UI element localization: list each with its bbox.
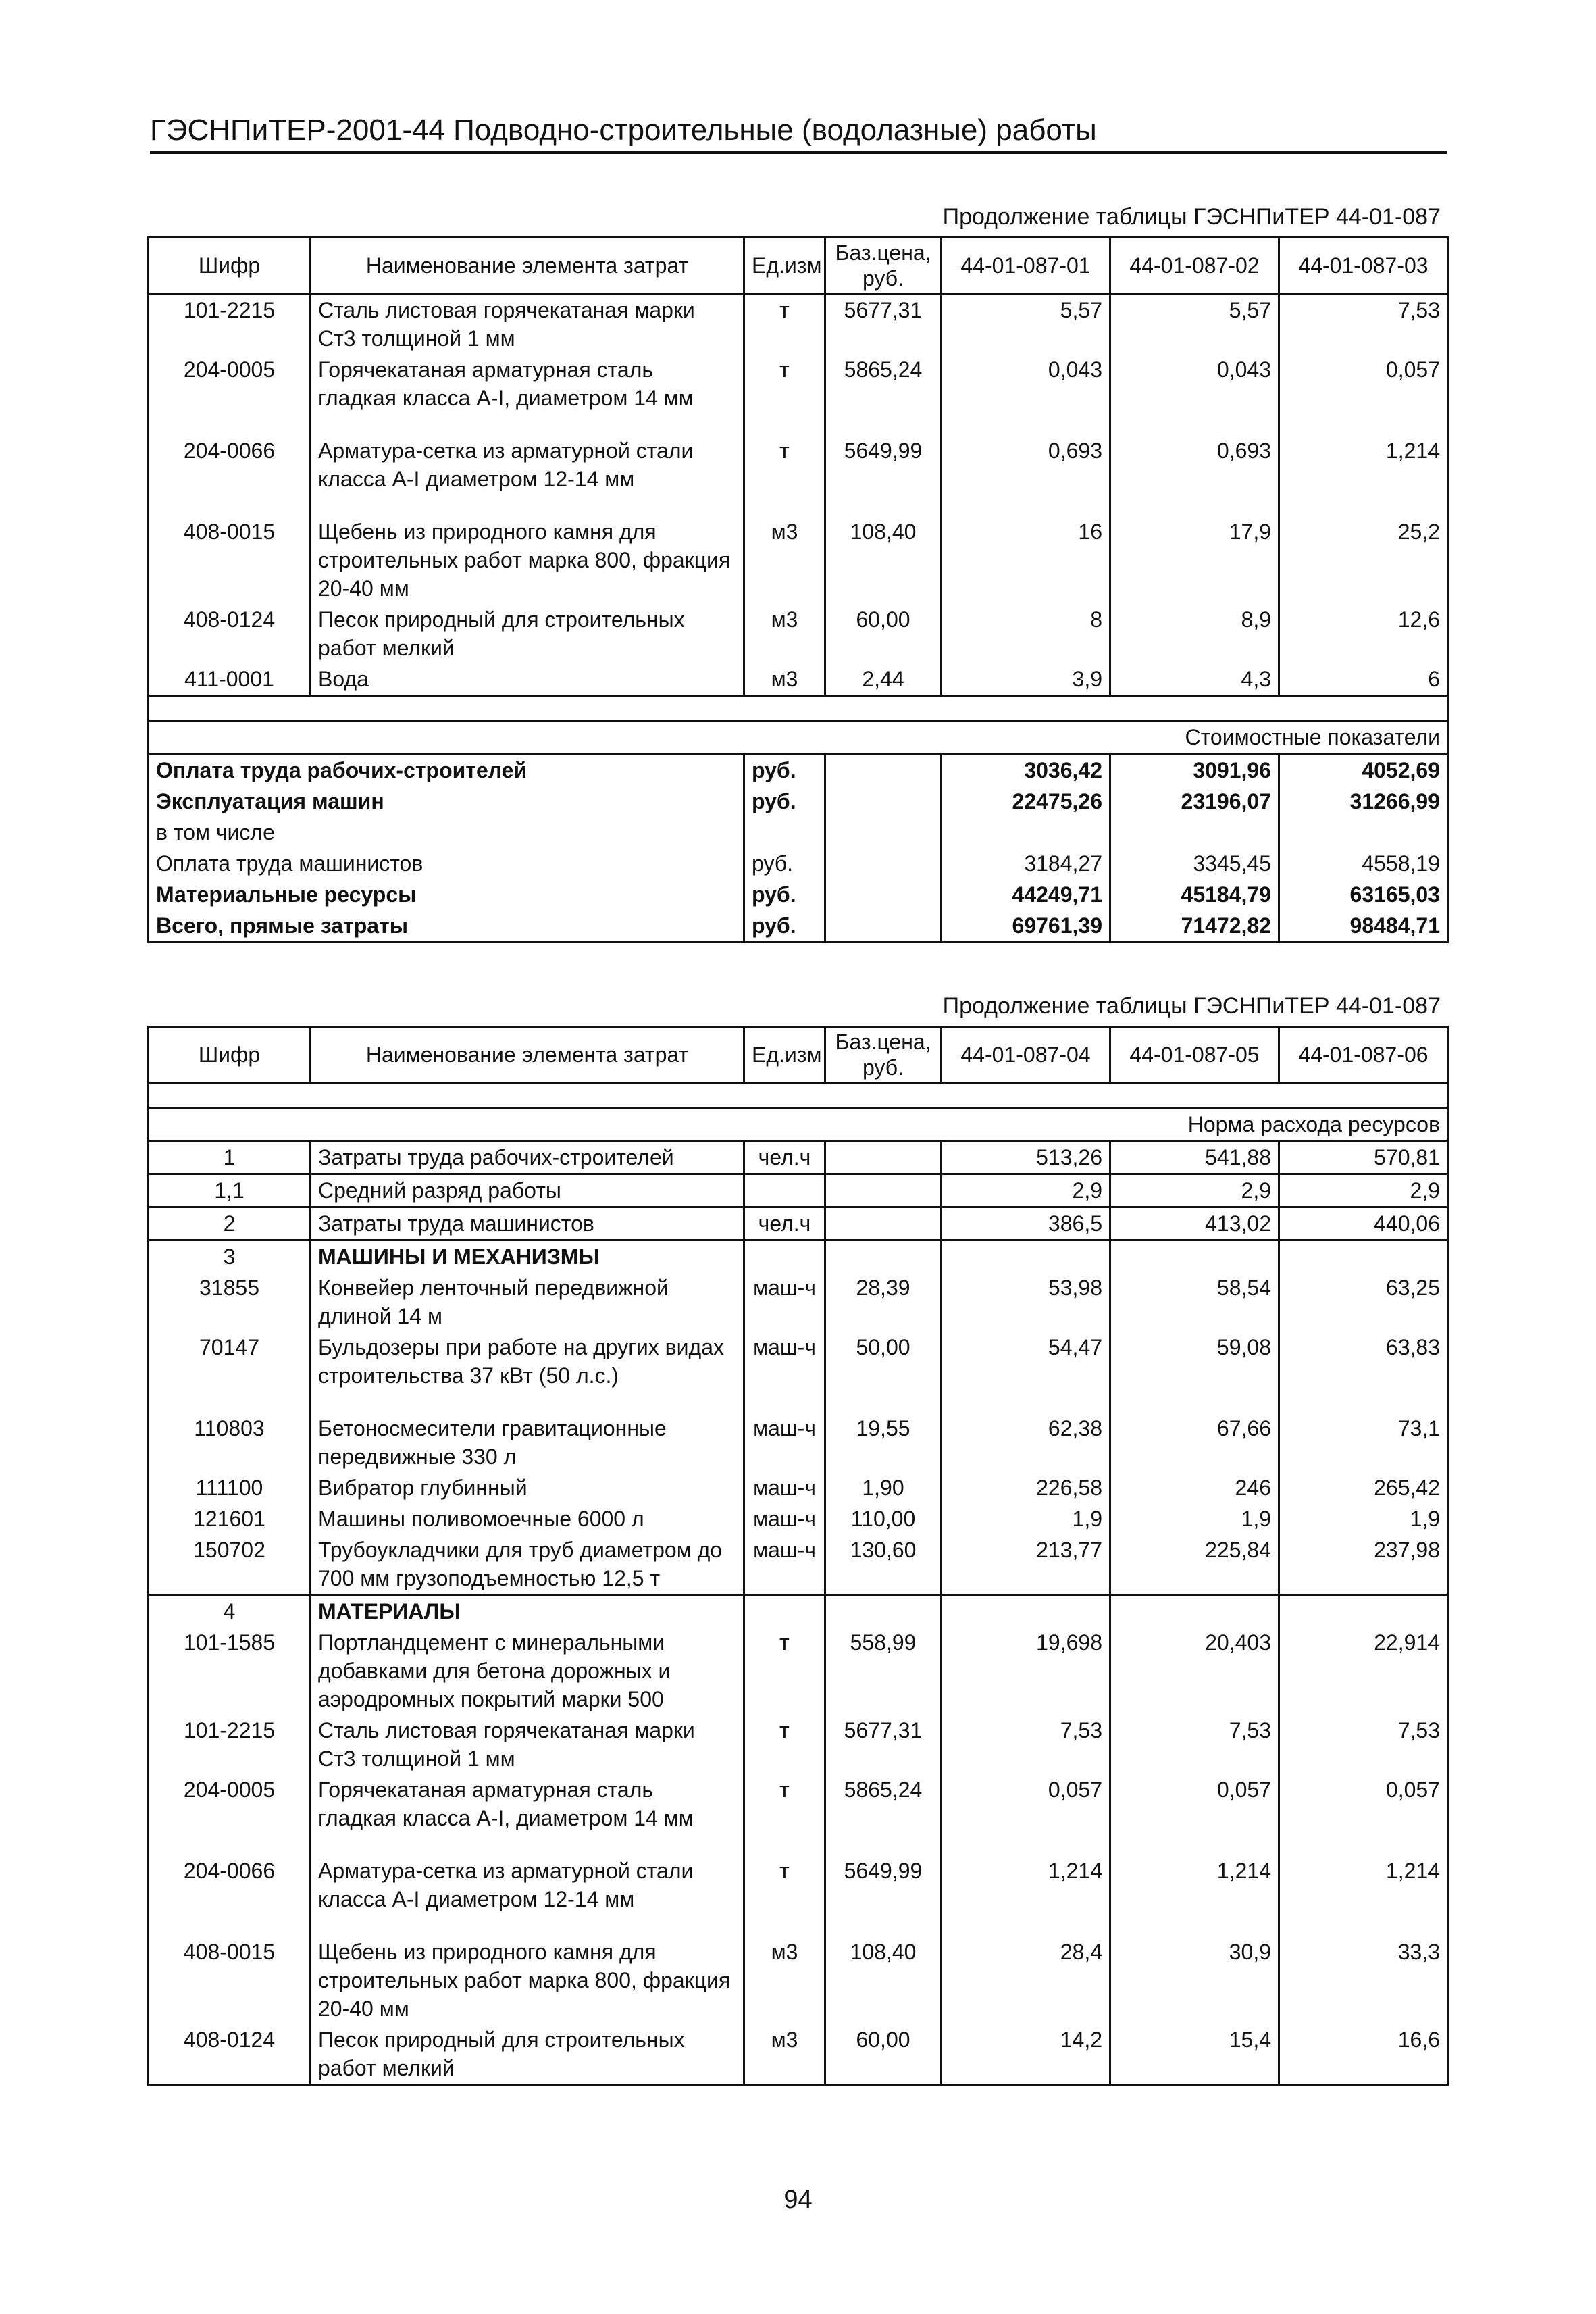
cell-unit: м3 (744, 2024, 825, 2085)
cell-value: 30,9 (1110, 1936, 1279, 2024)
cell-value: 63,25 (1279, 1272, 1448, 1332)
cell-value: 1,9 (1279, 1503, 1448, 1534)
cell-value (1110, 1240, 1279, 1273)
header-code: Шифр (149, 1027, 311, 1083)
header-col-2: 44-01-087-02 (1110, 238, 1279, 294)
cell-unit: маш-ч (744, 1332, 825, 1413)
cost-row (149, 754, 1448, 786)
table-row (149, 1272, 1448, 1332)
cell-price: 110,00 (825, 1503, 942, 1534)
header-code: Шифр (149, 238, 311, 294)
table-row (149, 1240, 1448, 1273)
cell-value: 1,214 (1110, 1855, 1279, 1936)
cell-code: 408-0124 (149, 2024, 311, 2085)
cell-unit: м3 (744, 604, 825, 663)
cell-value: 63,83 (1279, 1332, 1448, 1413)
cell-code: 110803 (149, 1413, 311, 1472)
cell-name: Щебень из природного камня для строительных работ марка 800, фракция 20-40 мм (311, 516, 744, 604)
cell-unit: м3 (744, 663, 825, 696)
cost-value: 71472,82 (1110, 910, 1279, 942)
cell-value: 15,4 (1110, 2024, 1279, 2085)
table2-caption: Продолжение таблицы ГЭСНПиТЕР 44-01-087 (942, 993, 1441, 1019)
cell-value: 0,057 (942, 1774, 1110, 1855)
cost-value (1279, 817, 1448, 848)
cost-value: 45184,79 (1110, 879, 1279, 910)
cell-code: 101-2215 (149, 1715, 311, 1774)
cell-price: 60,00 (825, 2024, 942, 2085)
cell-code: 411-0001 (149, 663, 311, 696)
cell-name: Вибратор глубинный (311, 1472, 744, 1503)
cell-value: 5,57 (1110, 294, 1279, 355)
cell-value: 54,47 (942, 1332, 1110, 1413)
table-row (149, 1627, 1448, 1715)
cell-name: Горячекатаная арматурная сталь гладкая класса А-I, диаметром 14 мм (311, 1774, 744, 1855)
cost-name: Оплата труда машинистов (149, 848, 744, 879)
cell-value: 1,9 (942, 1503, 1110, 1534)
cell-value (1279, 1595, 1448, 1628)
table-row (149, 1715, 1448, 1774)
cell-value: 440,06 (1279, 1207, 1448, 1240)
cell-name: Затраты труда машинистов (311, 1207, 744, 1240)
cell-value: 22,914 (1279, 1627, 1448, 1715)
cell-unit: маш-ч (744, 1534, 825, 1595)
header-price: Баз.цена, руб. (825, 238, 942, 294)
cell-price: 19,55 (825, 1413, 942, 1472)
cost-value: 4558,19 (1279, 848, 1448, 879)
cell-name: Затраты труда рабочих-строителей (311, 1141, 744, 1174)
table-row (149, 1207, 1448, 1240)
cell-code: 3 (149, 1240, 311, 1273)
cost-name: Эксплуатация машин (149, 786, 744, 817)
cost-row (149, 786, 1448, 817)
cell-code: 111100 (149, 1472, 311, 1503)
table-row (149, 1413, 1448, 1472)
cell-price: 50,00 (825, 1332, 942, 1413)
spacer-cell (149, 696, 1448, 721)
cost-value: 3184,27 (942, 848, 1110, 879)
cell-name: Арматура-сетка из арматурной стали класса А-I диаметром 12-14 мм (311, 1855, 744, 1936)
cell-value: 58,54 (1110, 1272, 1279, 1332)
cost-price-empty (825, 848, 942, 879)
cell-value: 2,9 (1279, 1174, 1448, 1207)
cell-name: Конвейер ленточный передвижной длиной 14 м (311, 1272, 744, 1332)
table-row (149, 516, 1448, 604)
cost-unit: руб. (744, 879, 825, 910)
cell-value: 8,9 (1110, 604, 1279, 663)
cell-value: 541,88 (1110, 1141, 1279, 1174)
cell-value: 5,57 (942, 294, 1110, 355)
cost-value: 3345,45 (1110, 848, 1279, 879)
page-number: 94 (783, 2186, 813, 2214)
table-row (149, 354, 1448, 435)
table2 (147, 1026, 1449, 2086)
cell-value: 53,98 (942, 1272, 1110, 1332)
cell-value: 16 (942, 516, 1110, 604)
cell-code: 1 (149, 1141, 311, 1174)
cell-price (825, 1207, 942, 1240)
header-price: Баз.цена, руб. (825, 1027, 942, 1083)
cell-price: 1,90 (825, 1472, 942, 1503)
table-row (149, 2024, 1448, 2085)
cell-value: 265,42 (1279, 1472, 1448, 1503)
cell-price: 5649,99 (825, 435, 942, 516)
table-row (149, 1472, 1448, 1503)
cell-value: 7,53 (1279, 1715, 1448, 1774)
cell-price: 108,40 (825, 516, 942, 604)
cell-value: 6 (1279, 663, 1448, 696)
cost-value: 31266,99 (1279, 786, 1448, 817)
cost-name: Материальные ресурсы (149, 879, 744, 910)
cell-unit (744, 1174, 825, 1207)
table-row (149, 663, 1448, 696)
header-name: Наименование элемента затрат (311, 238, 744, 294)
cost-row (149, 817, 1448, 848)
table1 (147, 236, 1449, 943)
cell-code: 121601 (149, 1503, 311, 1534)
cell-unit (744, 1240, 825, 1273)
cell-unit (744, 1595, 825, 1628)
cell-price: 558,99 (825, 1627, 942, 1715)
cell-unit: т (744, 354, 825, 435)
cell-name: Вода (311, 663, 744, 696)
cost-value: 4052,69 (1279, 754, 1448, 786)
cell-code: 31855 (149, 1272, 311, 1332)
cell-value: 0,043 (942, 354, 1110, 435)
cell-unit: маш-ч (744, 1503, 825, 1534)
table-row (149, 1332, 1448, 1413)
cost-value: 98484,71 (1279, 910, 1448, 942)
cell-name: МАТЕРИАЛЫ (311, 1595, 744, 1628)
header-col-3: 44-01-087-03 (1279, 238, 1448, 294)
cell-unit: чел.ч (744, 1141, 825, 1174)
cost-row (149, 848, 1448, 879)
cell-price: 60,00 (825, 604, 942, 663)
cell-name: Арматура-сетка из арматурной стали класса А-I диаметром 12-14 мм (311, 435, 744, 516)
cell-code: 204-0066 (149, 1855, 311, 1936)
cell-price: 2,44 (825, 663, 942, 696)
table-row (149, 1774, 1448, 1855)
cost-value: 3091,96 (1110, 754, 1279, 786)
page-header-title: ГЭСНПиТЕР-2001-44 Подводно-строительные (водолазные) работы (150, 114, 1097, 147)
cell-unit: т (744, 1627, 825, 1715)
cell-unit: т (744, 1774, 825, 1855)
cell-code: 408-0015 (149, 516, 311, 604)
cell-code: 204-0005 (149, 1774, 311, 1855)
cell-value: 413,02 (1110, 1207, 1279, 1240)
cell-value: 0,043 (1110, 354, 1279, 435)
cost-value: 3036,42 (942, 754, 1110, 786)
cell-value: 17,9 (1110, 516, 1279, 604)
cell-name: Сталь листовая горячекатаная марки Ст3 толщиной 1 мм (311, 294, 744, 355)
cell-name: МАШИНЫ И МЕХАНИЗМЫ (311, 1240, 744, 1273)
cell-code: 1,1 (149, 1174, 311, 1207)
cell-value (1110, 1595, 1279, 1628)
cell-value: 513,26 (942, 1141, 1110, 1174)
cell-code: 101-1585 (149, 1627, 311, 1715)
cell-code: 70147 (149, 1332, 311, 1413)
cell-value: 0,693 (1110, 435, 1279, 516)
cell-price: 5865,24 (825, 1774, 942, 1855)
cell-value: 62,38 (942, 1413, 1110, 1472)
cost-unit (744, 817, 825, 848)
cell-unit: маш-ч (744, 1413, 825, 1472)
cell-price: 108,40 (825, 1936, 942, 2024)
cost-price-empty (825, 879, 942, 910)
cell-value: 19,698 (942, 1627, 1110, 1715)
cost-row (149, 879, 1448, 910)
cell-value: 73,1 (1279, 1413, 1448, 1472)
cost-price-empty (825, 754, 942, 786)
table2-header-row (149, 1027, 1448, 1083)
cell-unit: т (744, 294, 825, 355)
cell-value: 20,403 (1110, 1627, 1279, 1715)
cell-price (825, 1240, 942, 1273)
cell-value: 1,214 (1279, 1855, 1448, 1936)
cell-name: Портландцемент с минеральными добавками для бетона дорожных и аэродромных покрытий марки 500 (311, 1627, 744, 1715)
cell-unit: т (744, 1855, 825, 1936)
section-label: Норма расхода ресурсов (149, 1108, 1448, 1141)
table-row (149, 435, 1448, 516)
cost-name: Всего, прямые затраты (149, 910, 744, 942)
cell-value: 237,98 (1279, 1534, 1448, 1595)
cell-value: 28,4 (942, 1936, 1110, 2024)
cost-value: 63165,03 (1279, 879, 1448, 910)
table-row (149, 1141, 1448, 1174)
cost-value: 69761,39 (942, 910, 1110, 942)
cell-price (825, 1174, 942, 1207)
cell-value: 1,214 (942, 1855, 1110, 1936)
cell-value: 226,58 (942, 1472, 1110, 1503)
cell-name: Песок природный для строительных работ мелкий (311, 2024, 744, 2085)
header-unit: Ед.изм (744, 238, 825, 294)
table1-caption: Продолжение таблицы ГЭСНПиТЕР 44-01-087 (942, 204, 1441, 230)
cell-name: Сталь листовая горячекатаная марки Ст3 толщиной 1 мм (311, 1715, 744, 1774)
cell-code: 101-2215 (149, 294, 311, 355)
header-col-5: 44-01-087-05 (1110, 1027, 1279, 1083)
cell-value: 386,5 (942, 1207, 1110, 1240)
cell-value: 0,057 (1110, 1774, 1279, 1855)
cost-value (942, 817, 1110, 848)
cell-price: 5677,31 (825, 1715, 942, 1774)
cell-price: 5649,99 (825, 1855, 942, 1936)
cost-value: 44249,71 (942, 879, 1110, 910)
section-row (149, 1108, 1448, 1141)
cell-unit: т (744, 435, 825, 516)
cost-row (149, 910, 1448, 942)
cell-value: 14,2 (942, 2024, 1110, 2085)
cell-code: 408-0124 (149, 604, 311, 663)
table-row (149, 1855, 1448, 1936)
table-row (149, 1595, 1448, 1628)
cell-value: 67,66 (1110, 1413, 1279, 1472)
cell-unit: т (744, 1715, 825, 1774)
cell-value (942, 1240, 1110, 1273)
header-col-4: 44-01-087-04 (942, 1027, 1110, 1083)
cell-value: 1,214 (1279, 435, 1448, 516)
cell-name: Машины поливомоечные 6000 л (311, 1503, 744, 1534)
table-row (149, 1174, 1448, 1207)
cost-unit: руб. (744, 754, 825, 786)
cost-unit: руб. (744, 786, 825, 817)
table-row (149, 1534, 1448, 1595)
cell-value: 8 (942, 604, 1110, 663)
cell-price: 5865,24 (825, 354, 942, 435)
cost-unit: руб. (744, 848, 825, 879)
table1-body (149, 238, 1448, 942)
cell-code: 408-0015 (149, 1936, 311, 2024)
cell-value: 59,08 (1110, 1332, 1279, 1413)
cell-value: 7,53 (942, 1715, 1110, 1774)
cell-unit: м3 (744, 1936, 825, 2024)
header-col-1: 44-01-087-01 (942, 238, 1110, 294)
cell-value: 0,693 (942, 435, 1110, 516)
cell-unit: м3 (744, 516, 825, 604)
page-header (150, 114, 1447, 154)
cell-price: 5677,31 (825, 294, 942, 355)
spacer-row (149, 1083, 1448, 1108)
cell-code: 204-0066 (149, 435, 311, 516)
cell-code: 150702 (149, 1534, 311, 1595)
cost-value: 23196,07 (1110, 786, 1279, 817)
cell-value: 7,53 (1110, 1715, 1279, 1774)
header-unit: Ед.изм (744, 1027, 825, 1083)
cell-value: 0,057 (1279, 1774, 1448, 1855)
cell-value (942, 1595, 1110, 1628)
cell-price (825, 1141, 942, 1174)
section-label: Стоимостные показатели (149, 721, 1448, 754)
cell-value: 1,9 (1110, 1503, 1279, 1534)
cell-name: Горячекатаная арматурная сталь гладкая класса А-I, диаметром 14 мм (311, 354, 744, 435)
cost-price-empty (825, 910, 942, 942)
cell-value: 570,81 (1279, 1141, 1448, 1174)
cell-value: 246 (1110, 1472, 1279, 1503)
cell-name: Средний разряд работы (311, 1174, 744, 1207)
cell-name: Щебень из природного камня для строительных работ марка 800, фракция 20-40 мм (311, 1936, 744, 2024)
cell-name: Песок природный для строительных работ мелкий (311, 604, 744, 663)
table-row (149, 1503, 1448, 1534)
cell-value: 213,77 (942, 1534, 1110, 1595)
cell-value: 7,53 (1279, 294, 1448, 355)
table-row (149, 294, 1448, 355)
cost-value: 22475,26 (942, 786, 1110, 817)
cell-value: 2,9 (1110, 1174, 1279, 1207)
cell-value: 33,3 (1279, 1936, 1448, 2024)
cell-code: 204-0005 (149, 354, 311, 435)
cost-name: в том числе (149, 817, 744, 848)
cost-unit: руб. (744, 910, 825, 942)
cell-unit: маш-ч (744, 1272, 825, 1332)
cost-name: Оплата труда рабочих-строителей (149, 754, 744, 786)
cost-price-empty (825, 786, 942, 817)
cell-code: 4 (149, 1595, 311, 1628)
cell-price: 28,39 (825, 1272, 942, 1332)
cell-value: 225,84 (1110, 1534, 1279, 1595)
spacer-row (149, 696, 1448, 721)
cell-value (1279, 1240, 1448, 1273)
cell-price: 130,60 (825, 1534, 942, 1595)
table2-body (149, 1027, 1448, 2085)
cell-value: 2,9 (942, 1174, 1110, 1207)
cell-name: Трубоукладчики для труб диаметром до 700 мм грузоподъемностью 12,5 т (311, 1534, 744, 1595)
cost-value (1110, 817, 1279, 848)
spacer-cell (149, 1083, 1448, 1108)
cell-value: 4,3 (1110, 663, 1279, 696)
cell-code: 2 (149, 1207, 311, 1240)
cell-value: 12,6 (1279, 604, 1448, 663)
table-row (149, 1936, 1448, 2024)
section-row (149, 721, 1448, 754)
header-col-6: 44-01-087-06 (1279, 1027, 1448, 1083)
cell-price (825, 1595, 942, 1628)
table-row (149, 604, 1448, 663)
table1-header-row (149, 238, 1448, 294)
cell-unit: маш-ч (744, 1472, 825, 1503)
cell-value: 16,6 (1279, 2024, 1448, 2085)
cell-value: 25,2 (1279, 516, 1448, 604)
cell-value: 3,9 (942, 663, 1110, 696)
cost-price-empty (825, 817, 942, 848)
cell-name: Бетоносмесители гравитационные передвижные 330 л (311, 1413, 744, 1472)
header-name: Наименование элемента затрат (311, 1027, 744, 1083)
cell-unit: чел.ч (744, 1207, 825, 1240)
cell-value: 0,057 (1279, 354, 1448, 435)
cell-name: Бульдозеры при работе на других видах строительства 37 кВт (50 л.с.) (311, 1332, 744, 1413)
